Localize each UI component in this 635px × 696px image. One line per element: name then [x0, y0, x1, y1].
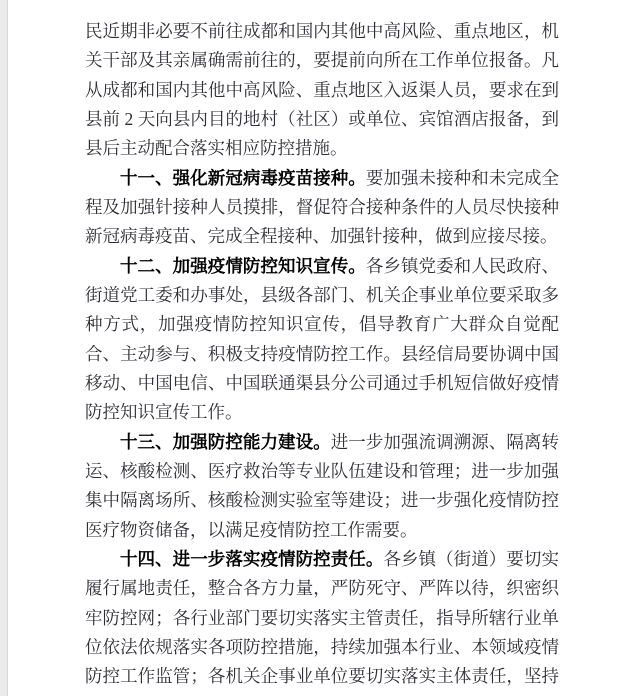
text-line: 十二、加强疫情防控知识宣传。各乡镇党委和人民政府、 — [120, 255, 559, 276]
text-line: 移动、中国电信、中国联通渠县分公司通过手机短信做好疫情 — [85, 372, 559, 393]
text-line: 集中隔离场所、核酸检测实验室等建设；进一步强化疫情防控 — [85, 490, 559, 511]
text-line: 运、核酸检测、医疗救治等专业队伍建设和管理；进一步加强 — [85, 460, 559, 481]
text-line: 十一、强化新冠病毒疫苗接种。要加强未接种和未完成全 — [120, 167, 559, 188]
section-heading: 十三、加强防控能力建设。 — [120, 431, 331, 452]
text-line: 十四、进一步落实疫情防控责任。各乡镇（街道）要切实 — [120, 548, 559, 569]
section-heading: 十一、强化新冠病毒疫苗接种。 — [120, 167, 366, 188]
text-line: 街道党工委和办事处，县级各部门、机关企事业单位要采取多 — [85, 284, 559, 305]
text-line: 民近期非必要不前往成都和国内其他中高风险、重点地区，机 — [85, 21, 559, 41]
text-line: 从成都和国内其他中高风险、重点地区入返渠人员，要求在到 — [85, 79, 559, 100]
text-line: 合、主动参与、积极支持疫情防控工作。县经信局要协调中国 — [85, 343, 559, 364]
section-heading: 十二、加强疫情防控知识宣传。 — [120, 255, 366, 276]
document-page — [9, 0, 635, 696]
text-line: 程及加强针接种人员摸排，督促符合接种条件的人员尽快接种 — [85, 196, 559, 217]
text-line: 新冠病毒疫苗、完成全程接种、加强针接种，做到应接尽接。 — [85, 226, 558, 247]
text-line: 县前 2 天向县内目的地村（社区）或单位、宾馆酒店报备，到 — [85, 108, 559, 129]
text-line: 防控知识宣传工作。 — [85, 402, 243, 423]
text-line: 牢防控网；各行业部门要切实落实主管责任，指导所辖行业单 — [85, 607, 559, 628]
viewer-gutter — [0, 0, 8, 696]
text-line: 十三、加强防控能力建设。进一步加强流调溯源、隔离转 — [120, 431, 559, 452]
text-line: 防控工作监管；各机关企事业单位要切实落实主体责任，坚持 — [85, 666, 559, 687]
text-line: 医疗物资储备，以满足疫情防控工作需要。 — [85, 519, 418, 540]
document-body — [85, 17, 559, 692]
text-line: 关干部及其亲属确需前往的，要提前向所在工作单位报备。凡 — [85, 50, 559, 71]
text-line: 种方式，加强疫情防控知识宣传，倡导教育广大群众自觉配 — [85, 314, 559, 335]
section-heading: 十四、进一步落实疫情防控责任。 — [120, 548, 384, 569]
text-line: 县后主动配合落实相应防控措施。 — [85, 138, 348, 159]
text-line: 位依法依规落实各项防控措施，持续加强本行业、本领域疫情 — [85, 636, 559, 657]
text-line: 履行属地责任，整合各方力量，严防死守、严阵以待，织密织 — [85, 578, 559, 599]
